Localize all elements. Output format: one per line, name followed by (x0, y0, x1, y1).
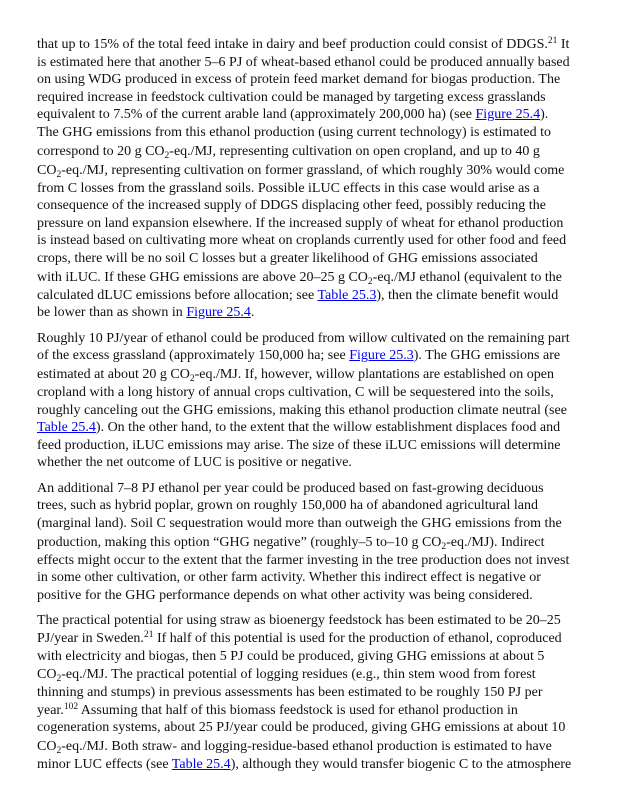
text-line (37, 287, 597, 305)
text-run: pressure on land expansion elsewhere. If the increased supply of wheat for ethanol production (37, 215, 564, 231)
text-run: It (557, 37, 570, 52)
subscript: 2 (367, 276, 373, 287)
text-line (37, 232, 597, 250)
cross-reference-link[interactable]: Table 25.4 (171, 757, 231, 772)
subscript: 2 (56, 746, 62, 756)
text-run: that up to 15% of the total feed intake in dairy and beef production could consist of DDGS. (37, 37, 548, 52)
text-line (37, 737, 597, 756)
document-body (37, 36, 597, 782)
cross-reference-link[interactable]: Table 25.4 (37, 420, 96, 436)
text-line (37, 665, 597, 684)
paragraph (37, 36, 597, 322)
text-run: Roughly 10 PJ/year of ethanol could be produced from willow cultivated on the remaining part (37, 330, 570, 346)
text-run: feed production, iLUC emissions may arise. The size of these iLUC emissions will determine (37, 437, 561, 453)
text-run: production, making this option “GHG negative” (roughly–5 to–10 g CO (37, 534, 442, 550)
text-line (37, 454, 597, 472)
text-run: cropland with a long history of annual crops cultivation, C will be sequestered into the soils, (37, 384, 554, 400)
text-line (37, 124, 597, 142)
text-run: thinning and stumps) in previous assessments has been estimated to be roughly 150 PJ per (37, 685, 543, 701)
text-line (37, 702, 597, 720)
text-line (37, 304, 597, 322)
text-line (37, 587, 597, 605)
text-line (37, 268, 597, 287)
text-run: consequence of the increased supply of DDGS displacing other feed, possibly reducing the (37, 198, 546, 214)
text-run: effects might occur to the extent that the farmer investing in the tree production does not invest (37, 552, 570, 568)
text-line (37, 197, 597, 215)
text-run: equivalent to 7.5% of the current arable land (approximately 200,000 ha) (see (37, 107, 476, 123)
text-line (37, 142, 597, 161)
paragraph (37, 330, 597, 472)
text-run: -eq./MJ. If, however, willow plantations are established on open (194, 366, 555, 382)
text-run: ). On the other hand, to the extent that the willow establishment displaces food and (95, 420, 561, 436)
text-run: Assuming that half of this biomass feedstock is used for ethanol production in (78, 702, 518, 718)
text-line (37, 36, 597, 54)
text-run: ), then the climate benefit would (376, 287, 559, 303)
text-line (37, 612, 597, 630)
text-run: -eq./MJ). Indirect (446, 534, 545, 550)
text-run: If half of this potential is used for the production of ethanol, coproduced (153, 631, 562, 647)
text-run: PJ/year in Sweden. (37, 631, 144, 647)
subscript: 2 (189, 373, 195, 384)
cross-reference-link[interactable]: Figure 25.4 (186, 305, 251, 321)
text-run: year. (37, 702, 64, 718)
paragraph (37, 612, 597, 773)
text-run: -eq./MJ, representing cultivation on former grassland, of which roughly 30% would come (61, 162, 565, 178)
text-run: The GHG emissions from this ethanol production (using current technology) is estimated to (37, 124, 552, 140)
text-line (37, 437, 597, 455)
text-run: on using WDG produced in excess of protein feed market demand for biogas production. The (37, 72, 561, 88)
text-run: in some other cultivation, or other farm activity. Whether this indirect effect is negative or (37, 570, 541, 586)
text-run: (marginal land). Soil C sequestration would more than outweigh the GHG emissions from the (37, 516, 562, 532)
text-line (37, 419, 597, 437)
text-line (37, 630, 597, 648)
text-line (37, 71, 597, 89)
text-run: -eq./MJ. The practical potential of logging residues (e.g., thin stem wood from forest (61, 667, 536, 683)
text-run: roughly canceling out the GHG emissions, making this ethanol production climate neutral (see (37, 402, 567, 418)
text-run: The practical potential for using straw as bioenergy feedstock has been estimated to be 20–25 (37, 613, 561, 629)
text-run: . (250, 305, 255, 321)
text-run: CO (37, 162, 57, 178)
text-run: -eq./MJ, representing cultivation on open cropland, and up to 40 g (169, 143, 540, 159)
text-run: with electricity and biogas, then 5 PJ could be produced, giving GHG emissions at about 5 (37, 648, 545, 664)
text-line (37, 480, 597, 498)
text-run: of the excess grassland (approximately 150,000 ha; see (37, 348, 350, 364)
text-line (37, 648, 597, 666)
text-run: positive for the GHG performance depends on what other activity was being considered. (37, 587, 533, 603)
text-run: ). (540, 107, 549, 123)
text-run: ), although they would transfer biogenic C to the atmosphere (230, 757, 572, 772)
text-line (37, 215, 597, 233)
text-run: CO (37, 739, 57, 754)
text-line (37, 515, 597, 533)
text-line (37, 365, 597, 384)
text-run: with iLUC. If these GHG emissions are above 20–25 g CO (37, 269, 368, 285)
text-line (37, 330, 597, 348)
text-run: correspond to 20 g CO (37, 143, 165, 159)
text-line (37, 552, 597, 570)
text-line (37, 106, 597, 124)
text-line (37, 180, 597, 198)
text-line (37, 684, 597, 702)
subscript: 2 (56, 169, 62, 180)
text-line (37, 719, 597, 737)
text-line (37, 89, 597, 107)
footnote-reference: 21 (547, 36, 558, 46)
subscript: 2 (56, 674, 62, 685)
text-line (37, 54, 597, 72)
text-run: required increase in feedstock cultivation could be managed by targeting excess grasslands (37, 89, 546, 105)
cross-reference-link[interactable]: Table 25.3 (317, 287, 377, 303)
text-line (37, 384, 597, 402)
text-run: -eq./MJ ethanol (equivalent to the (372, 269, 562, 285)
text-run: estimated at about 20 g CO (37, 366, 190, 382)
text-line (37, 569, 597, 587)
subscript: 2 (164, 150, 170, 161)
text-line (37, 497, 597, 515)
text-line (37, 250, 597, 268)
text-run: An additional 7–8 PJ ethanol per year could be produced based on fast-growing deciduous (37, 480, 544, 496)
text-line (37, 347, 597, 365)
text-run: ). The GHG emissions are (413, 348, 561, 364)
text-line (37, 533, 597, 552)
text-run: cogeneration systems, about 25 PJ/year could be produced, giving GHG emissions at about 10 (37, 720, 566, 736)
text-run: -eq./MJ. Both straw- and logging-residue-based ethanol production is estimated to have (61, 739, 552, 754)
text-run: from C losses from the grassland soils. Possible iLUC effects in this case would arise as a (37, 180, 540, 196)
cross-reference-link[interactable]: Figure 25.3 (349, 348, 414, 364)
text-run: is instead based on cultivating more wheat on croplands currently used for other food and feed (37, 233, 567, 249)
text-run: is estimated here that another 5–6 PJ of wheat-based ethanol could be produced annually based (37, 54, 570, 70)
text-run: whether the net outcome of LUC is positive or negative. (37, 455, 352, 471)
footnote-reference: 102 (63, 701, 79, 712)
text-line (37, 161, 597, 180)
text-line (37, 756, 597, 774)
cross-reference-link[interactable]: Figure 25.4 (475, 107, 541, 123)
subscript: 2 (441, 541, 447, 552)
text-run: trees, such as hybrid poplar, grown on roughly 150,000 ha of abandoned agricultural land (37, 498, 538, 514)
footnote-reference: 21 (143, 630, 154, 641)
text-run: crops, there will be no soil C losses but a greater likelihood of GHG emissions associated (37, 250, 538, 266)
text-run: CO (37, 667, 57, 683)
text-line (37, 402, 597, 420)
text-run: calculated dLUC emissions before allocation; see (37, 287, 318, 303)
text-run: be lower than as shown in (37, 305, 187, 321)
paragraph (37, 480, 597, 605)
text-run: minor LUC effects (see (37, 757, 172, 772)
